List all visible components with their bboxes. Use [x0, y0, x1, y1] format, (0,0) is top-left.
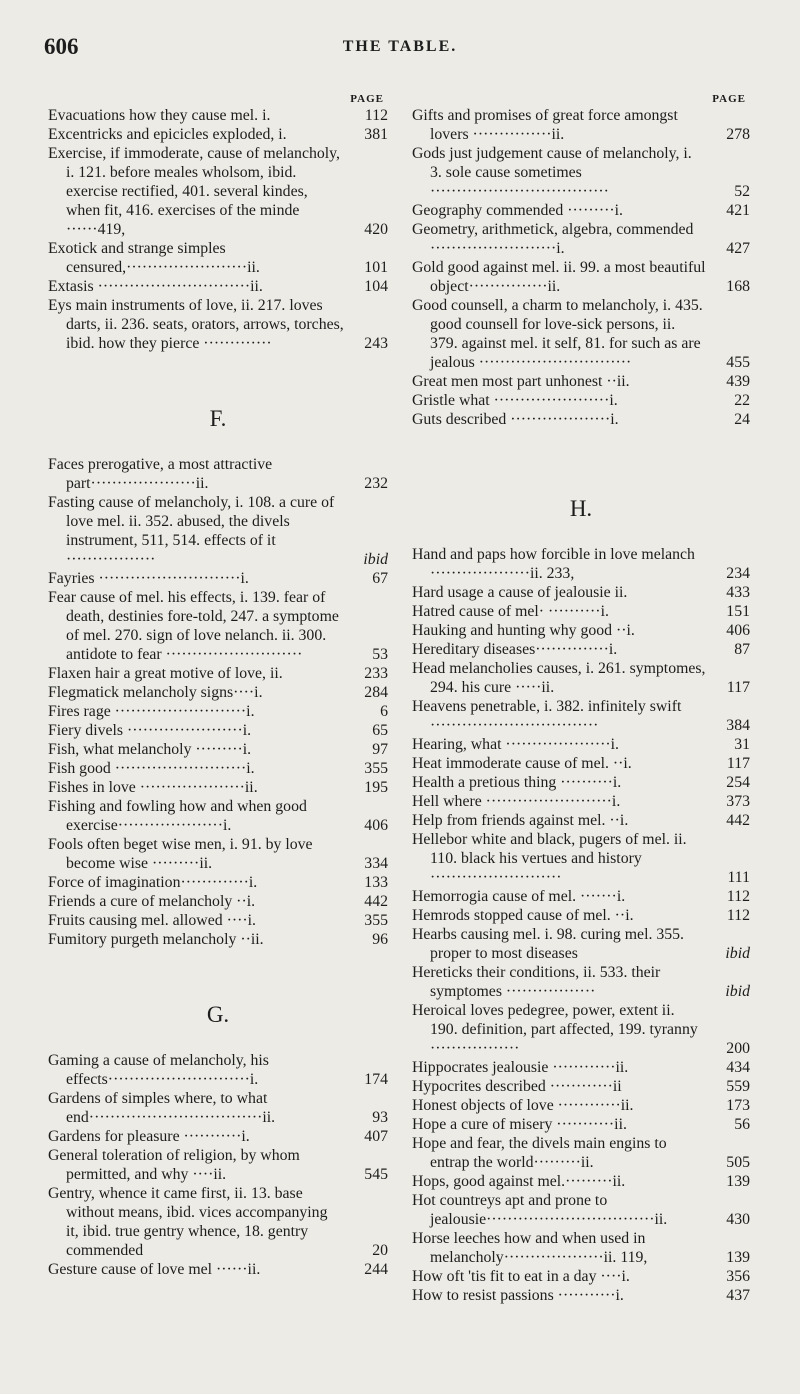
entry-text: Fools often beget wise men, i. 91. by love become wise ·········ii.	[48, 836, 313, 872]
entry-text: Hand and paps how forcible in love melanch ···················ii. 233,	[412, 546, 695, 582]
index-entry	[412, 220, 750, 258]
index-entry	[412, 1001, 750, 1058]
entry-text: Hereditary diseases··············i.	[412, 641, 618, 658]
index-entry	[412, 887, 750, 906]
entry-page: 173	[726, 1097, 750, 1114]
index-entry	[412, 773, 750, 792]
entry-text: Gentry, whence it came first, ii. 13. base without means, ibid. vices accompanying it, ibid. true gentry whence, 18. gentry commended	[48, 1185, 328, 1259]
entry-page: 112	[364, 107, 388, 124]
entry-text: Health a pretious thing ··········i.	[412, 774, 622, 791]
entry-page: 20	[372, 1242, 388, 1259]
entry-text: Help from friends against mel. ··i.	[412, 812, 629, 829]
entry-page: 421	[726, 202, 750, 219]
entry-page: 355	[364, 760, 388, 777]
entry-page: 104	[364, 278, 388, 295]
running-title: THE TABLE.	[342, 38, 458, 55]
entry-page: 117	[726, 679, 750, 696]
entry-text: Hypocrites described ············ii	[412, 1078, 622, 1095]
index-entry	[48, 1260, 388, 1279]
index-list-h	[412, 545, 750, 1305]
entry-text: Fasting cause of melancholy, i. 108. a cure of love mel. ii. 352. abused, the divels instrument, 511, 514. effects of it ·················	[48, 494, 335, 568]
index-entry	[412, 1191, 750, 1229]
entry-page: 244	[364, 1261, 388, 1278]
index-entry	[412, 583, 750, 602]
entry-text: Hatred cause of mel· ··········i.	[412, 603, 609, 620]
index-entry	[48, 835, 388, 873]
entry-page: 420	[364, 221, 388, 238]
entry-page: 24	[734, 411, 750, 428]
entry-text: Hellebor white and black, pugers of mel. ii. 110. black his vertues and history ·························	[412, 831, 687, 886]
index-entry	[412, 410, 750, 429]
index-entry	[48, 664, 388, 683]
entry-text: Head melancholies causes, i. 261. symptomes, 294. his cure ·····ii.	[412, 660, 706, 696]
index-entry	[48, 455, 388, 493]
entry-page: 355	[364, 912, 388, 929]
entry-page: 356	[726, 1268, 750, 1285]
entry-page: ibid	[363, 551, 388, 568]
entry-page: 96	[372, 931, 388, 948]
entry-page: 545	[364, 1166, 388, 1183]
entry-text: Hearbs causing mel. i. 98. curing mel. 355. proper to most diseases	[412, 926, 684, 962]
entry-page: 232	[364, 475, 388, 492]
entry-text: Flaxen hair a great motive of love, ii.	[48, 665, 283, 682]
entry-text: Hemorrogia cause of mel. ·······i.	[412, 888, 626, 905]
index-entry	[412, 1229, 750, 1267]
index-entry	[48, 740, 388, 759]
entry-text: Fayries ···························i.	[48, 570, 249, 587]
entry-text: Fish good ·························i.	[48, 760, 255, 777]
entry-page: 233	[364, 665, 388, 682]
entry-page: 433	[726, 584, 750, 601]
entry-text: Gesture cause of love mel ······ii.	[48, 1261, 261, 1278]
entry-text: Fish, what melancholy ·········i.	[48, 741, 252, 758]
index-entry	[412, 372, 750, 391]
index-entry	[48, 588, 388, 664]
entry-page: ibid	[725, 945, 750, 962]
entry-page: 427	[726, 240, 750, 257]
entry-text: Great men most part unhonest ··ii.	[412, 373, 630, 390]
entry-text: Honest objects of love ············ii.	[412, 1097, 634, 1114]
entry-page: 53	[372, 646, 388, 663]
entry-text: Hops, good against mel.·········ii.	[412, 1173, 626, 1190]
entry-text: Heroical loves pedegree, power, extent ii. 190. definition, part affected, 199. tyranny ·················	[412, 1002, 698, 1057]
entry-page: 373	[726, 793, 750, 810]
entry-text: Guts described ···················i.	[412, 411, 619, 428]
index-entry	[48, 759, 388, 778]
index-entry	[412, 144, 750, 201]
entry-text: Hearing, what ····················i.	[412, 736, 619, 753]
entry-text: Gods just judgement cause of melancholy, i. 3. sole cause sometimes ··································	[412, 145, 692, 200]
index-entry	[48, 911, 388, 930]
index-entry	[48, 1089, 388, 1127]
entry-text: How to resist passions ···········i.	[412, 1287, 624, 1304]
entry-text: Hard usage a cause of jealousie ii.	[412, 584, 628, 601]
entry-page: 139	[726, 1249, 750, 1266]
entry-page: 278	[726, 126, 750, 143]
entry-page: 384	[726, 717, 750, 734]
entry-text: Flegmatick melancholy signs····i.	[48, 684, 263, 701]
entry-page: 56	[734, 1116, 750, 1133]
entry-page: 437	[726, 1287, 750, 1304]
entry-page: 406	[726, 622, 750, 639]
index-entry	[412, 1077, 750, 1096]
index-list-g	[48, 1051, 388, 1279]
entry-text: Hell where ························i.	[412, 793, 621, 810]
index-entry	[412, 1115, 750, 1134]
page-column-heading: PAGE	[350, 93, 384, 105]
entry-page: 52	[734, 183, 750, 200]
entry-page: 430	[726, 1211, 750, 1228]
entry-text: Friends a cure of melancholy ··i.	[48, 893, 256, 910]
entry-text: Fumitory purgeth melancholy ··ii.	[48, 931, 264, 948]
entry-text: Exotick and strange simples censured,·······················ii.	[48, 240, 260, 276]
entry-text: Fishes in love ····················ii.	[48, 779, 258, 796]
index-entry	[412, 735, 750, 754]
entry-page: 195	[364, 779, 388, 796]
index-entry	[412, 1058, 750, 1077]
entry-page: 234	[726, 565, 750, 582]
entry-page: 442	[364, 893, 388, 910]
entry-page: 151	[726, 603, 750, 620]
entry-text: Excentricks and epicicles exploded, i.	[48, 126, 287, 143]
index-entry	[412, 1172, 750, 1191]
entry-page: 111	[727, 869, 750, 886]
entry-page: 112	[726, 888, 750, 905]
entry-page: 407	[364, 1128, 388, 1145]
index-entry	[412, 106, 750, 144]
index-entry	[48, 569, 388, 588]
entry-page: 243	[364, 335, 388, 352]
section-letter-h: H.	[569, 496, 593, 521]
entry-text: Exercise, if immoderate, cause of melancholy, i. 121. before meales wholsom, ibid. exercise rectified, 401. several kindes, when fit, 416. exercises of the minde ······419,	[48, 145, 340, 238]
index-entry	[48, 721, 388, 740]
index-entry	[48, 1051, 388, 1089]
entry-text: Heat immoderate cause of mel. ··i.	[412, 755, 632, 772]
entry-text: Hope a cure of misery ···········ii.	[412, 1116, 627, 1133]
entry-text: Gold good against mel. ii. 99. a most beautiful object···············ii.	[412, 259, 706, 295]
index-entry	[48, 892, 388, 911]
index-entry	[412, 906, 750, 925]
index-entry	[412, 391, 750, 410]
entry-text: Fiery divels ······················i.	[48, 722, 252, 739]
entry-text: General toleration of religion, by whom permitted, and why ····ii.	[48, 1147, 300, 1183]
entry-page: 200	[726, 1040, 750, 1057]
entry-text: Hope and fear, the divels main engins to entrap the world·········ii.	[412, 1135, 667, 1171]
page-number: 606	[44, 34, 79, 59]
section-letter-g: G.	[206, 1002, 230, 1027]
entry-page: 101	[364, 259, 388, 276]
entry-text: Fires rage ·························i.	[48, 703, 255, 720]
entry-page: ibid	[725, 983, 750, 1000]
index-entry	[412, 925, 750, 963]
index-entry	[412, 1267, 750, 1286]
entry-page: 406	[364, 817, 388, 834]
index-entry	[412, 296, 750, 372]
entry-text: Fruits causing mel. allowed ····i.	[48, 912, 256, 929]
entry-page: 168	[726, 278, 750, 295]
entry-page: 133	[364, 874, 388, 891]
index-entry	[412, 1286, 750, 1305]
index-list-e	[48, 106, 388, 353]
index-entry	[48, 702, 388, 721]
index-entry	[412, 1096, 750, 1115]
index-entry	[412, 754, 750, 773]
index-entry	[48, 873, 388, 892]
entry-page: 65	[372, 722, 388, 739]
entry-text: Geography commended ·········i.	[412, 202, 623, 219]
entry-text: How oft 'tis fit to eat in a day ····i.	[412, 1268, 630, 1285]
entry-page: 6	[380, 703, 388, 720]
entry-page: 284	[364, 684, 388, 701]
entry-page: 434	[726, 1059, 750, 1076]
index-entry	[412, 602, 750, 621]
entry-text: Gardens of simples where, to what end·································ii.	[48, 1090, 276, 1126]
index-entry	[48, 144, 388, 239]
entry-text: Extasis ·····························ii.	[48, 278, 263, 295]
index-entry	[412, 659, 750, 697]
entry-page: 67	[372, 570, 388, 587]
index-entry	[48, 239, 388, 277]
index-entry	[412, 792, 750, 811]
index-entry	[412, 963, 750, 1001]
index-entry	[48, 277, 388, 296]
index-entry	[48, 778, 388, 797]
entry-page: 442	[726, 812, 750, 829]
index-entry	[48, 930, 388, 949]
index-entry	[412, 830, 750, 887]
entry-page: 87	[734, 641, 750, 658]
entry-page: 505	[726, 1154, 750, 1171]
entry-page: 139	[726, 1173, 750, 1190]
right-column	[412, 92, 750, 1305]
entry-text: Eys main instruments of love, ii. 217. loves darts, ii. 236. seats, orators, arrows, torches, ibid. how they pierce ·············	[48, 297, 344, 352]
index-entry	[412, 1134, 750, 1172]
entry-text: Hereticks their conditions, ii. 533. their symptomes ·················	[412, 964, 661, 1000]
entry-page: 117	[726, 755, 750, 772]
entry-page: 174	[364, 1071, 388, 1088]
entry-text: Evacuations how they cause mel. i.	[48, 107, 271, 124]
index-entry	[48, 106, 388, 125]
entry-page: 93	[372, 1109, 388, 1126]
entry-text: Gaming a cause of melancholy, his effects···························i.	[48, 1052, 269, 1088]
entry-text: Faces prerogative, a most attractive part····················ii.	[48, 456, 273, 492]
section-letter-f: F.	[209, 406, 227, 431]
entry-text: Good counsell, a charm to melancholy, i. 435. good counsell for love-sick persons, ii. 379. against mel. it self, 81. for such as are jealous ·····························	[412, 297, 703, 371]
entry-text: Gifts and promises of great force amongst lovers ···············ii.	[412, 107, 678, 143]
index-entry	[48, 493, 388, 569]
entry-text: Gristle what ······················i.	[412, 392, 618, 409]
entry-text: Fear cause of mel. his effects, i. 139. fear of death, destinies fore-told, 247. a symptome of mel. 270. sign of love nelanch. ii. 300. antidote to fear ··························	[48, 589, 339, 663]
index-entry	[412, 258, 750, 296]
index-entry	[48, 296, 388, 353]
entry-text: Fishing and fowling how and when good exercise····················i.	[48, 798, 307, 834]
entry-page: 559	[726, 1078, 750, 1095]
index-list-f	[48, 455, 388, 949]
entry-page: 254	[726, 774, 750, 791]
index-entry	[412, 811, 750, 830]
left-column	[48, 92, 388, 1279]
entry-page: 334	[364, 855, 388, 872]
entry-page: 439	[726, 373, 750, 390]
entry-text: Heavens penetrable, i. 382. infinitely swift ································	[412, 698, 682, 734]
index-entry	[412, 201, 750, 220]
entry-text: Gardens for pleasure ···········i.	[48, 1128, 250, 1145]
index-entry	[412, 545, 750, 583]
index-entry	[48, 125, 388, 144]
index-entry	[48, 683, 388, 702]
entry-page: 22	[734, 392, 750, 409]
entry-text: Hauking and hunting why good ··i.	[412, 622, 635, 639]
entry-text: Hot countreys apt and prone to jealousie································ii.	[412, 1192, 668, 1228]
entry-text: Geometry, arithmetick, algebra, commended ························i.	[412, 221, 694, 257]
entry-text: Hippocrates jealousie ············ii.	[412, 1059, 629, 1076]
entry-page: 455	[726, 354, 750, 371]
entry-text: Force of imagination·············i.	[48, 874, 258, 891]
entry-page: 97	[372, 741, 388, 758]
index-entry	[412, 640, 750, 659]
index-entry	[412, 697, 750, 735]
index-entry	[48, 1184, 388, 1260]
entry-page: 31	[734, 736, 750, 753]
index-entry	[48, 1127, 388, 1146]
entry-text: Hemrods stopped cause of mel. ··i.	[412, 907, 634, 924]
index-entry	[48, 797, 388, 835]
entry-text: Horse leeches how and when used in melancholy···················ii. 119,	[412, 1230, 648, 1266]
page-column-heading: PAGE	[712, 93, 746, 105]
index-list-g-cont	[412, 106, 750, 429]
entry-page: 381	[364, 126, 388, 143]
index-entry	[48, 1146, 388, 1184]
entry-page: 112	[726, 907, 750, 924]
index-entry	[412, 621, 750, 640]
